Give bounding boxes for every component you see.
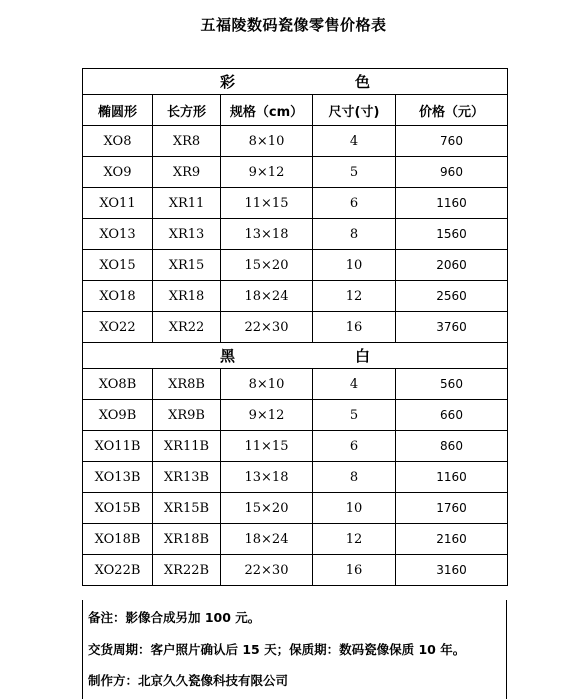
table-row <box>83 400 508 431</box>
size: 8 <box>313 462 396 493</box>
oval-code: XO9 <box>83 157 153 188</box>
header-oval: 椭圆形 <box>83 95 153 126</box>
spec: 8×10 <box>221 126 313 157</box>
oval-code: XO13B <box>83 462 153 493</box>
table-row <box>83 281 508 312</box>
table-row <box>83 493 508 524</box>
rect-code: XR11 <box>153 188 221 219</box>
spec: 15×20 <box>221 250 313 281</box>
price: 760 <box>396 126 508 157</box>
bw-section-left: 黑 <box>219 347 235 365</box>
oval-code: XO9B <box>83 400 153 431</box>
price: 860 <box>396 431 508 462</box>
oval-code: XO8 <box>83 126 153 157</box>
size: 5 <box>313 157 396 188</box>
rect-code: XR9B <box>153 400 221 431</box>
price: 2160 <box>396 524 508 555</box>
oval-code: XO15B <box>83 493 153 524</box>
rect-code: XR9 <box>153 157 221 188</box>
size: 12 <box>313 524 396 555</box>
spec: 18×24 <box>221 524 313 555</box>
size: 5 <box>313 400 396 431</box>
size: 12 <box>313 281 396 312</box>
size: 16 <box>313 555 396 586</box>
spec: 11×15 <box>221 431 313 462</box>
rect-code: XR13 <box>153 219 221 250</box>
price-table <box>82 68 508 586</box>
notes-box <box>82 600 507 699</box>
note-delivery: 交货周期：客户照片确认后 15 天；保质期：数码瓷像保质 10 年。 <box>88 642 466 657</box>
price: 1160 <box>396 462 508 493</box>
header-spec: 规格（cm） <box>221 95 313 126</box>
size: 6 <box>313 188 396 219</box>
spec: 22×30 <box>221 312 313 343</box>
price: 1760 <box>396 493 508 524</box>
table-row <box>83 524 508 555</box>
size: 4 <box>313 126 396 157</box>
bw-section-right: 白 <box>355 347 371 365</box>
rect-code: XR22B <box>153 555 221 586</box>
table-row <box>83 188 508 219</box>
header-price: 价格（元） <box>396 95 508 126</box>
size: 4 <box>313 369 396 400</box>
rect-code: XR8 <box>153 126 221 157</box>
spec: 11×15 <box>221 188 313 219</box>
oval-code: XO8B <box>83 369 153 400</box>
spec: 22×30 <box>221 555 313 586</box>
table-row <box>83 250 508 281</box>
color-section-left: 彩 <box>219 73 235 91</box>
table-row <box>83 157 508 188</box>
size: 10 <box>313 250 396 281</box>
price: 1560 <box>396 219 508 250</box>
rect-code: XR15 <box>153 250 221 281</box>
rect-code: XR18B <box>153 524 221 555</box>
oval-code: XO13 <box>83 219 153 250</box>
page-title: 五福陵数码瓷像零售价格表 <box>200 16 387 34</box>
spec: 8×10 <box>221 369 313 400</box>
rect-code: XR18 <box>153 281 221 312</box>
oval-code: XO18 <box>83 281 153 312</box>
oval-code: XO11B <box>83 431 153 462</box>
spec: 9×12 <box>221 400 313 431</box>
rect-code: XR13B <box>153 462 221 493</box>
price: 2060 <box>396 250 508 281</box>
spec: 15×20 <box>221 493 313 524</box>
price: 2560 <box>396 281 508 312</box>
price: 960 <box>396 157 508 188</box>
price: 3160 <box>396 555 508 586</box>
table-row <box>83 462 508 493</box>
table-row <box>83 126 508 157</box>
note-remark: 备注：影像合成另加 100 元。 <box>88 610 261 625</box>
color-section-header <box>83 69 508 95</box>
size: 6 <box>313 431 396 462</box>
rect-code: XR22 <box>153 312 221 343</box>
rect-code: XR15B <box>153 493 221 524</box>
price: 560 <box>396 369 508 400</box>
price: 1160 <box>396 188 508 219</box>
size: 16 <box>313 312 396 343</box>
oval-code: XO22 <box>83 312 153 343</box>
spec: 13×18 <box>221 462 313 493</box>
table-row <box>83 312 508 343</box>
header-size: 尺寸(寸) <box>313 95 396 126</box>
color-section-right: 色 <box>355 73 371 91</box>
spec: 13×18 <box>221 219 313 250</box>
price: 660 <box>396 400 508 431</box>
table-row <box>83 219 508 250</box>
size: 8 <box>313 219 396 250</box>
spec: 9×12 <box>221 157 313 188</box>
rect-code: XR8B <box>153 369 221 400</box>
price: 3760 <box>396 312 508 343</box>
spec: 18×24 <box>221 281 313 312</box>
oval-code: XO18B <box>83 524 153 555</box>
note-maker: 制作方：北京久久瓷像科技有限公司 <box>88 673 289 688</box>
oval-code: XO22B <box>83 555 153 586</box>
table-row <box>83 431 508 462</box>
bw-section-header <box>83 343 508 369</box>
column-header-row <box>83 95 508 126</box>
oval-code: XO11 <box>83 188 153 219</box>
size: 10 <box>313 493 396 524</box>
table-row <box>83 369 508 400</box>
table-row <box>83 555 508 586</box>
header-rectangle: 长方形 <box>153 95 221 126</box>
rect-code: XR11B <box>153 431 221 462</box>
oval-code: XO15 <box>83 250 153 281</box>
